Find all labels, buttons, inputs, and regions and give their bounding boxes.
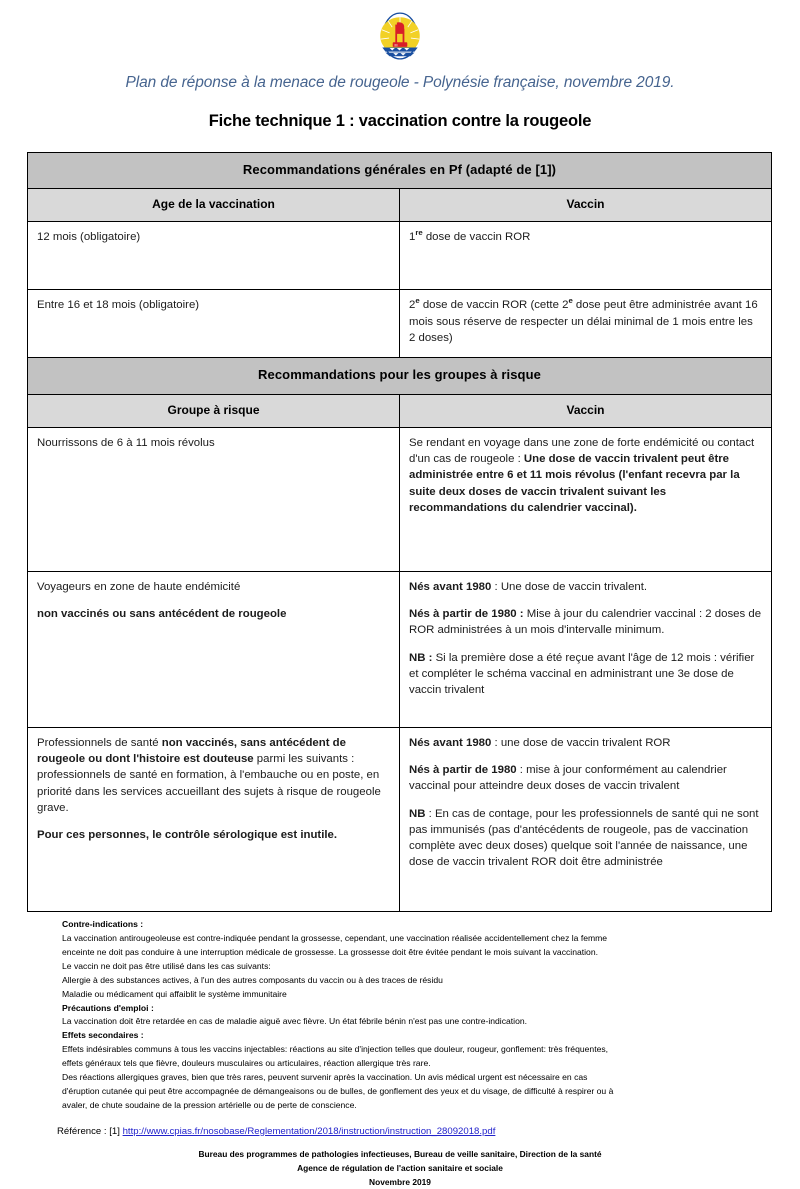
col-header-vaccine-1: Vaccin bbox=[400, 189, 772, 222]
svg-text:|||||: ||||| bbox=[394, 43, 398, 47]
section1-heading: Recommandations générales en Pf (adapté de [1]) bbox=[28, 153, 772, 189]
coat-of-arms-icon bbox=[374, 10, 426, 62]
document-header bbox=[0, 0, 800, 131]
column-headers-risk bbox=[28, 394, 772, 427]
effets-line: Des réactions allergiques graves, bien que très rares, peuvent survenir après la vaccination. Un avis médical urgent est nécessaire en cas bbox=[62, 1072, 588, 1083]
hw-before-1980-label: Nés avant 1980 bbox=[409, 736, 492, 749]
reference-line bbox=[57, 1126, 800, 1137]
notes-section bbox=[62, 918, 772, 1113]
travellers-after-1980-label: Nés à partir de 1980 : bbox=[409, 608, 524, 621]
dose-number: 1 bbox=[409, 231, 416, 244]
recommendations-table bbox=[27, 152, 772, 912]
reference-link[interactable]: http://www.cpias.fr/nosobase/Reglementation/2018/instruction/instruction_28092018.pdf bbox=[122, 1125, 496, 1137]
table-row bbox=[28, 727, 772, 911]
table-row bbox=[28, 290, 772, 358]
section-header-risk-groups bbox=[28, 358, 772, 394]
hw-text-a: Professionnels de santé bbox=[37, 736, 162, 749]
col-header-risk-group: Groupe à risque bbox=[28, 394, 400, 427]
dose-ordinal-suffix: re bbox=[415, 228, 423, 238]
document-subtitle: Plan de réponse à la menace de rougeole - Polynésie française, novembre 2019. bbox=[125, 74, 675, 91]
travellers-after-1980-text: Mise à jour du calendrier vaccinal : 2 doses de ROR administrées à un mois d'intervalle minimum. bbox=[409, 608, 762, 637]
recommendations-table-wrapper bbox=[27, 152, 772, 912]
table-row bbox=[28, 222, 772, 290]
table-row bbox=[28, 571, 772, 727]
cell-age-16-18-mois: Entre 16 et 18 mois (obligatoire) bbox=[28, 290, 400, 358]
footer-line-3: Novembre 2019 bbox=[369, 1176, 431, 1187]
cell-risk-infants: Nourrissons de 6 à 11 mois révolus bbox=[28, 427, 400, 571]
contre-indications-line: La vaccination antirougeoleuse est contre-indiquée pendant la grossesse, cependant, une vaccination réalisée accidentellement chez la femme bbox=[62, 932, 608, 943]
table-row bbox=[28, 427, 772, 571]
contre-indications-line: Maladie ou médicament qui affaiblit le système immunitaire bbox=[62, 988, 287, 999]
cell-risk-travellers bbox=[28, 571, 400, 727]
dose-number-2: 2 bbox=[409, 299, 416, 312]
contre-indications-line: Allergie à des substances actives, à l'un des autres composants du vaccin ou à des traces de résidu bbox=[62, 974, 443, 985]
travellers-line-2: non vaccinés ou sans antécédent de rougeole bbox=[37, 608, 287, 621]
effets-line: effets généraux tels que fièvre, douleurs musculaires ou articulaires, réaction allergique très rare. bbox=[62, 1058, 431, 1069]
footer-line-2: Agence de régulation de l'action sanitaire et sociale bbox=[297, 1162, 503, 1173]
infants-text-bold: Une dose de vaccin trivalent peut être administrée entre 6 et 11 mois révolus (l'enfant recevra par la suite deux doses de vaccin trivalent suivant les recommandations du calendrier vaccinal). bbox=[409, 453, 740, 514]
hw-nb-text: : En cas de contage, pour les professionnels de santé qui ne sont pas immunisés (pas d'antécédents de rougeole, pas de vaccination complète avec deux doses) quelque soit l'année de naissance, une dose de vaccin trivalent ROR doit être administrée bbox=[409, 807, 759, 869]
document-footer bbox=[0, 1148, 800, 1189]
cell-age-12-mois: 12 mois (obligatoire) bbox=[28, 222, 400, 290]
hw-after-1980-text: : mise à jour conformément au calendrier vaccinal pour atteindre deux doses de vaccin trivalent bbox=[409, 764, 727, 793]
dose-ordinal-suffix-3: e bbox=[568, 296, 573, 306]
travellers-nb-text: Si la première dose a été reçue avant l'âge de 12 mois : vérifier et compléter le schéma vaccinal en administrant une 3e dose de vaccin trivalent bbox=[409, 651, 755, 696]
reference-label: Référence : [1] bbox=[57, 1125, 123, 1137]
dose-text: dose de vaccin ROR bbox=[422, 231, 531, 244]
section2-heading: Recommandations pour les groupes à risque bbox=[28, 358, 772, 394]
effets-line: d'éruption cutanée qui peut être accompagnée de démangeaisons ou de bulles, de gonflement des yeux et du visage, de difficulté à respirer ou à bbox=[62, 1086, 614, 1097]
cell-vaccine-travellers bbox=[400, 571, 772, 727]
effets-secondaires-heading: Effets secondaires : bbox=[62, 1030, 144, 1041]
cell-vaccine-health-workers bbox=[400, 727, 772, 911]
infants-text-normal: Se rendant en voyage dans une zone de forte endémicité ou contact d'un cas de rougeole : bbox=[409, 436, 755, 466]
dose-ordinal-suffix-2: e bbox=[415, 296, 420, 306]
cell-vaccine-dose-1 bbox=[400, 222, 772, 290]
hw-text-c: parmi les suivants : professionnels de santé en formation, à l'embauche ou en poste, en priorité dans les services accueillant des sujets à risque de rougeole grave. bbox=[37, 753, 381, 814]
precautions-heading: Précautions d'emploi : bbox=[62, 1002, 154, 1013]
effets-line: Effets indésirables communs à tous les vaccins injectables: réactions au site d'injection telles que douleur, rougeur, gonflement: très fréquentes, bbox=[62, 1044, 609, 1055]
travellers-before-1980-label: Nés avant 1980 bbox=[409, 580, 492, 593]
contre-indications-heading: Contre-indications : bbox=[62, 918, 144, 929]
travellers-before-1980-text: : Une dose de vaccin trivalent. bbox=[491, 580, 648, 593]
travellers-line-1: Voyageurs en zone de haute endémicité bbox=[37, 580, 241, 593]
cell-vaccine-dose-2 bbox=[400, 290, 772, 358]
hw-text-b: non vaccinés, sans antécédent de rougeole ou dont l'histoire est douteuse bbox=[37, 736, 346, 766]
footer-line-1: Bureau des programmes de pathologies infectieuses, Bureau de veille sanitaire, Direction de la santé bbox=[198, 1148, 602, 1159]
contre-indications-line: enceinte ne doit pas conduire à une interruption médicale de grossesse. La grossesse doit être évitée pendant le mois suivant la vaccination. bbox=[62, 946, 599, 957]
hw-nb-label: NB bbox=[409, 807, 426, 820]
hw-before-1980-text: : une dose de vaccin trivalent ROR bbox=[491, 736, 671, 749]
hw-serology-note: Pour ces personnes, le contrôle sérologique est inutile. bbox=[37, 828, 338, 841]
col-header-age: Age de la vaccination bbox=[28, 189, 400, 222]
travellers-nb-label: NB : bbox=[409, 651, 433, 664]
dose-text-post: dose peut être administrée avant 16 mois sous réserve de respecter un délai minimal de 1 mois entre les 2 doses) bbox=[409, 299, 758, 344]
cell-vaccine-infants bbox=[400, 427, 772, 571]
column-headers-general bbox=[28, 189, 772, 222]
hw-after-1980-label: Nés à partir de 1980 bbox=[409, 764, 517, 777]
effets-line: avaler, de chute soudaine de la pression artérielle ou de perte de conscience. bbox=[62, 1099, 357, 1110]
col-header-vaccine-2: Vaccin bbox=[400, 394, 772, 427]
precautions-line: La vaccination doit être retardée en cas de maladie aiguë avec fièvre. Un état fébrile bénin n'est pas une contre-indication. bbox=[62, 1016, 528, 1027]
cell-risk-health-workers bbox=[28, 727, 400, 911]
dose-text-mid: dose de vaccin ROR (cette 2 bbox=[419, 299, 569, 312]
contre-indications-line: Le vaccin ne doit pas être utilisé dans les cas suivants: bbox=[62, 960, 271, 971]
section-header-general bbox=[28, 153, 772, 189]
page-title: Fiche technique 1 : vaccination contre la rougeole bbox=[208, 112, 592, 130]
